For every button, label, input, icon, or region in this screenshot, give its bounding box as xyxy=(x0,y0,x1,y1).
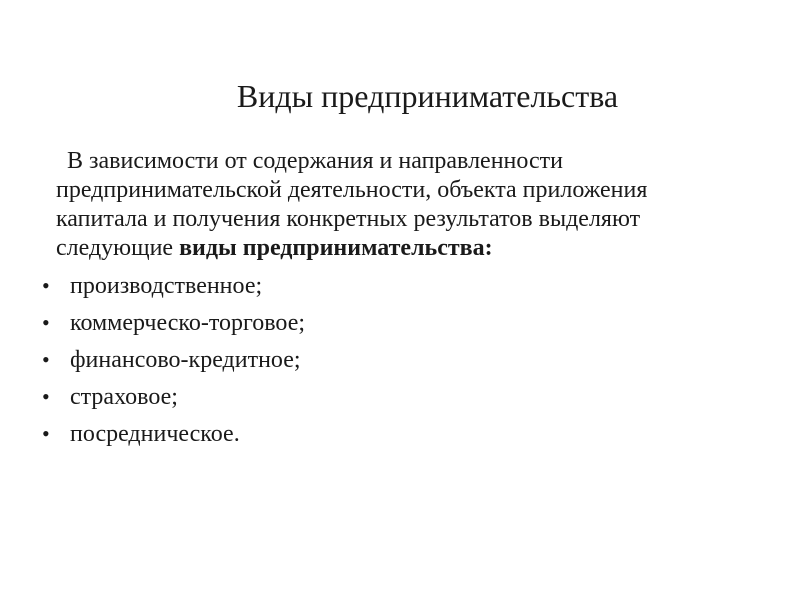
bullet-icon: • xyxy=(42,310,50,335)
intro-line-4-plain: следующие xyxy=(56,235,180,261)
list-item xyxy=(42,309,305,346)
list-item-label: производственное; xyxy=(70,273,263,299)
bullet-icon: • xyxy=(42,347,50,372)
list-item-label: финансово-кредитное; xyxy=(70,347,301,373)
slide-title: Виды предпринимательства xyxy=(236,78,619,114)
intro-line-1: В зависимости от содержания и направленности xyxy=(67,148,563,174)
intro-paragraph xyxy=(56,147,736,263)
bullet-icon: • xyxy=(42,273,50,298)
bullet-icon: • xyxy=(42,421,50,446)
list-item xyxy=(42,420,305,457)
list-item-label: коммерческо-торговое; xyxy=(70,310,306,336)
list-item xyxy=(42,272,305,309)
intro-line-4 xyxy=(56,234,736,263)
intro-line-2: предпринимательской деятельности, объекта приложения xyxy=(56,177,648,203)
list-item xyxy=(42,383,305,420)
list-item xyxy=(42,346,305,383)
list-item-label: посредническое. xyxy=(70,421,240,447)
bullet-icon: • xyxy=(42,384,50,409)
list-item-label: страховое; xyxy=(70,384,178,410)
types-list xyxy=(42,272,305,457)
intro-line-3: капитала и получения конкретных результатов выделяют xyxy=(56,206,641,232)
intro-line-4-bold: виды предпринимательства: xyxy=(179,235,493,261)
